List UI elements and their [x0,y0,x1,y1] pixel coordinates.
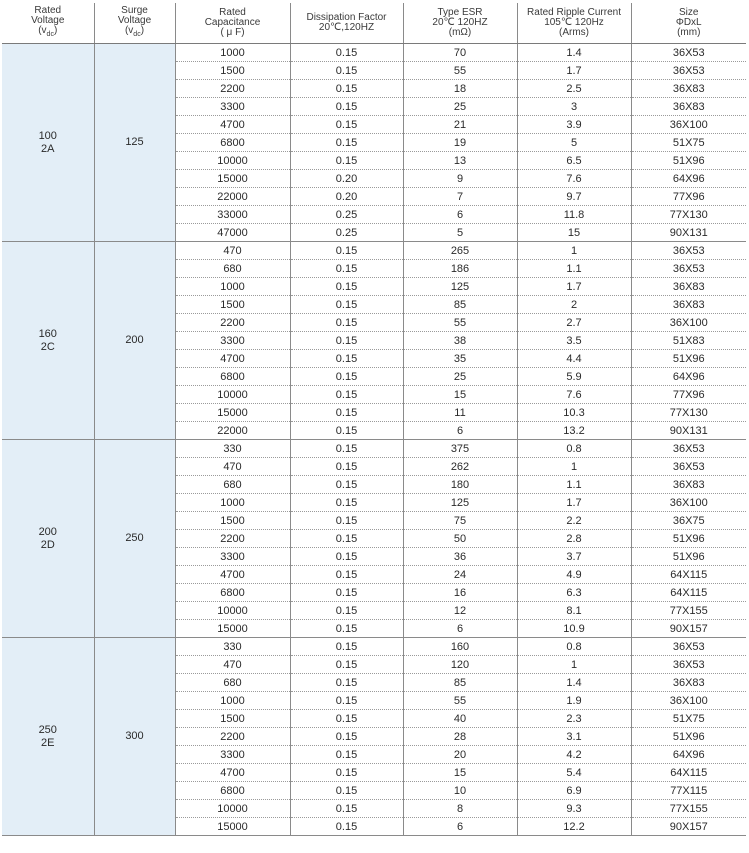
dissipation-factor-cell: 0.15 [290,386,403,404]
dissipation-factor-cell: 0.15 [290,710,403,728]
dissipation-factor-cell: 0.15 [290,638,403,656]
size-cell: 77X130 [631,404,746,422]
header-subscript: dc [46,31,54,38]
ripple-current-cell: 8.1 [517,602,631,620]
capacitance-cell: 22000 [175,422,290,440]
dissipation-factor-cell: 0.15 [290,512,403,530]
esr-cell: 36 [403,548,517,566]
dissipation-factor-cell: 0.20 [290,170,403,188]
size-cell: 36X100 [631,116,746,134]
dissipation-factor-cell: 0.15 [290,620,403,638]
rated-voltage-value: 160 [38,327,57,340]
size-cell: 36X100 [631,314,746,332]
header-rated-capacitance [175,3,290,44]
ripple-current-cell: 1.4 [517,674,631,692]
esr-cell: 186 [403,260,517,278]
capacitance-cell: 1000 [175,44,290,62]
header-text: (v [38,25,47,36]
rated-voltage-value: 250 [38,723,57,736]
ripple-current-cell: 1.7 [517,494,631,512]
esr-cell: 11 [403,404,517,422]
size-cell: 36X53 [631,440,746,458]
size-cell: 36X100 [631,494,746,512]
capacitance-cell: 6800 [175,368,290,386]
size-cell: 51X96 [631,530,746,548]
dissipation-factor-cell: 0.15 [290,368,403,386]
size-cell: 77X155 [631,602,746,620]
dissipation-factor-cell: 0.20 [290,188,403,206]
table-row [2,638,746,656]
size-cell: 51X75 [631,710,746,728]
size-cell: 77X96 [631,188,746,206]
esr-cell: 55 [403,314,517,332]
esr-cell: 85 [403,296,517,314]
size-cell: 64X115 [631,764,746,782]
header-unit [97,26,173,40]
surge-voltage-cell: 200 [94,242,175,440]
esr-cell: 75 [403,512,517,530]
header-text: Rated Ripple Current [527,7,621,18]
capacitance-cell: 10000 [175,386,290,404]
dissipation-factor-cell: 0.15 [290,494,403,512]
dissipation-factor-cell: 0.15 [290,152,403,170]
capacitance-cell: 680 [175,674,290,692]
ripple-current-cell: 11.8 [517,206,631,224]
size-cell: 36X83 [631,278,746,296]
table-row [2,440,746,458]
esr-cell: 120 [403,656,517,674]
ripple-current-cell: 1.7 [517,278,631,296]
dissipation-factor-cell: 0.15 [290,530,403,548]
esr-cell: 13 [403,152,517,170]
size-cell: 36X53 [631,260,746,278]
capacitance-cell: 6800 [175,584,290,602]
capacitance-cell: 4700 [175,116,290,134]
capacitance-cell: 3300 [175,746,290,764]
esr-cell: 375 [403,440,517,458]
voltage-code: 2C [40,340,55,353]
dissipation-factor-cell: 0.15 [290,422,403,440]
dissipation-factor-cell: 0.15 [290,134,403,152]
dissipation-factor-cell: 0.15 [290,458,403,476]
ripple-current-cell: 7.6 [517,170,631,188]
surge-voltage-cell: 250 [94,440,175,638]
header-text: (Arms) [559,27,589,38]
header-type-esr [403,3,517,44]
capacitance-cell: 470 [175,656,290,674]
capacitance-cell: 4700 [175,350,290,368]
size-cell: 36X53 [631,62,746,80]
ripple-current-cell: 6.9 [517,782,631,800]
dissipation-factor-cell: 0.15 [290,314,403,332]
ripple-current-cell: 1.1 [517,260,631,278]
capacitance-cell: 1000 [175,692,290,710]
dissipation-factor-cell: 0.15 [290,98,403,116]
capacitance-cell: 6800 [175,782,290,800]
table-row [2,44,746,62]
ripple-current-cell: 1.4 [517,44,631,62]
dissipation-factor-cell: 0.15 [290,746,403,764]
ripple-current-cell: 2.3 [517,710,631,728]
esr-cell: 125 [403,494,517,512]
esr-cell: 21 [403,116,517,134]
esr-cell: 35 [403,350,517,368]
size-cell: 36X53 [631,638,746,656]
esr-cell: 25 [403,368,517,386]
dissipation-factor-cell: 0.15 [290,584,403,602]
size-cell: 51X75 [631,134,746,152]
ripple-current-cell: 1.9 [517,692,631,710]
capacitance-cell: 3300 [175,548,290,566]
dissipation-factor-cell: 0.15 [290,566,403,584]
ripple-current-cell: 5.4 [517,764,631,782]
size-cell: 90X157 [631,620,746,638]
ripple-current-cell: 1 [517,458,631,476]
table-row [2,242,746,260]
size-cell: 36X83 [631,98,746,116]
dissipation-factor-cell: 0.15 [290,800,403,818]
capacitance-cell: 470 [175,458,290,476]
ripple-current-cell: 5 [517,134,631,152]
capacitance-cell: 680 [175,476,290,494]
capacitance-cell: 15000 [175,170,290,188]
capacitance-cell: 1500 [175,512,290,530]
header-text: 105℃ 120Hz [544,17,604,28]
ripple-current-cell: 9.3 [517,800,631,818]
header-text: (v [124,25,134,36]
esr-cell: 40 [403,710,517,728]
capacitance-cell: 6800 [175,134,290,152]
capacitance-cell: 1500 [175,296,290,314]
ripple-current-cell: 4.4 [517,350,631,368]
esr-cell: 6 [403,620,517,638]
rated-voltage-value: 200 [38,525,57,538]
header-unit [4,26,92,40]
esr-cell: 7 [403,188,517,206]
size-cell: 36X53 [631,656,746,674]
esr-cell: 125 [403,278,517,296]
dissipation-factor-cell: 0.15 [290,44,403,62]
size-cell: 36X75 [631,512,746,530]
esr-cell: 12 [403,602,517,620]
ripple-current-cell: 3.1 [517,728,631,746]
size-cell: 64X96 [631,368,746,386]
capacitance-cell: 4700 [175,566,290,584]
esr-cell: 20 [403,746,517,764]
ripple-current-cell: 1.1 [517,476,631,494]
dissipation-factor-cell: 0.15 [290,80,403,98]
esr-cell: 70 [403,44,517,62]
esr-cell: 24 [403,566,517,584]
esr-cell: 28 [403,728,517,746]
capacitance-cell: 33000 [175,206,290,224]
rated-voltage-value: 100 [38,129,57,142]
capacitance-cell: 22000 [175,188,290,206]
dissipation-factor-cell: 0.15 [290,782,403,800]
size-cell: 77X130 [631,206,746,224]
ripple-current-cell: 0.8 [517,638,631,656]
dissipation-factor-cell: 0.15 [290,62,403,80]
ripple-current-cell: 6.5 [517,152,631,170]
ripple-current-cell: 10.9 [517,620,631,638]
header-text: ( μ F) [220,27,245,38]
size-cell: 90X131 [631,422,746,440]
ripple-current-cell: 5.9 [517,368,631,386]
rated-voltage-cell [2,440,94,638]
esr-cell: 180 [403,476,517,494]
rated-voltage-cell [2,638,94,836]
dissipation-factor-cell: 0.15 [290,260,403,278]
ripple-current-cell: 3.5 [517,332,631,350]
esr-cell: 10 [403,782,517,800]
size-cell: 36X83 [631,80,746,98]
esr-cell: 18 [403,80,517,98]
dissipation-factor-cell: 0.15 [290,548,403,566]
capacitance-cell: 3300 [175,98,290,116]
header-text: 20℃ 120HZ [432,17,488,28]
dissipation-factor-cell: 0.15 [290,602,403,620]
esr-cell: 15 [403,386,517,404]
table-header [2,3,746,44]
capacitance-cell: 330 [175,638,290,656]
esr-cell: 38 [403,332,517,350]
capacitance-cell: 15000 [175,404,290,422]
capacitance-cell: 2200 [175,314,290,332]
ripple-current-cell: 2.5 [517,80,631,98]
size-cell: 64X115 [631,566,746,584]
capacitance-cell: 15000 [175,818,290,836]
header-text: ) [140,25,145,36]
size-cell: 64X96 [631,746,746,764]
header-text: Voltage [117,15,152,26]
size-cell: 51X96 [631,152,746,170]
header-text: Capacitance [204,17,261,28]
dissipation-factor-cell: 0.15 [290,674,403,692]
size-cell: 77X155 [631,800,746,818]
dissipation-factor-cell: 0.15 [290,728,403,746]
dissipation-factor-cell: 0.25 [290,206,403,224]
header-text: (mm) [677,27,701,38]
ripple-current-cell: 4.2 [517,746,631,764]
esr-cell: 85 [403,674,517,692]
size-cell: 90X131 [631,224,746,242]
esr-cell: 55 [403,692,517,710]
capacitance-cell: 680 [175,260,290,278]
capacitance-cell: 1500 [175,710,290,728]
ripple-current-cell: 2.2 [517,512,631,530]
ripple-current-cell: 0.8 [517,440,631,458]
header-row [2,3,746,44]
ripple-current-cell: 4.9 [517,566,631,584]
esr-cell: 9 [403,170,517,188]
esr-cell: 19 [403,134,517,152]
ripple-current-cell: 9.7 [517,188,631,206]
dissipation-factor-cell: 0.15 [290,476,403,494]
dissipation-factor-cell: 0.15 [290,350,403,368]
esr-cell: 5 [403,224,517,242]
size-cell: 51X96 [631,728,746,746]
dissipation-factor-cell: 0.15 [290,116,403,134]
ripple-current-cell: 12.2 [517,818,631,836]
surge-voltage-cell: 125 [94,44,175,242]
capacitance-cell: 470 [175,242,290,260]
header-ripple-current [517,3,631,44]
table-body [2,44,746,836]
ripple-current-cell: 3.7 [517,548,631,566]
ripple-current-cell: 15 [517,224,631,242]
ripple-current-cell: 2.8 [517,530,631,548]
voltage-code: 2E [41,736,55,749]
capacitance-cell: 2200 [175,728,290,746]
header-text: Size [679,7,699,18]
capacitance-cell: 1000 [175,278,290,296]
ripple-current-cell: 1 [517,656,631,674]
dissipation-factor-cell: 0.15 [290,296,403,314]
dissipation-factor-cell: 0.15 [290,656,403,674]
header-text: (mΩ) [448,27,472,38]
esr-cell: 262 [403,458,517,476]
capacitance-cell: 2200 [175,530,290,548]
ripple-current-cell: 1.7 [517,62,631,80]
capacitance-cell: 47000 [175,224,290,242]
header-rated-voltage [2,3,94,44]
dissipation-factor-cell: 0.15 [290,404,403,422]
size-cell: 90X157 [631,818,746,836]
voltage-code: 2D [40,538,55,551]
ripple-current-cell: 2.7 [517,314,631,332]
header-text: Rated [34,5,62,16]
size-cell: 64X96 [631,170,746,188]
header-text: Dissipation Factor [306,12,387,23]
ripple-current-cell: 3.9 [517,116,631,134]
ripple-current-cell: 13.2 [517,422,631,440]
esr-cell: 16 [403,584,517,602]
header-text: Voltage [31,15,65,26]
size-cell: 36X53 [631,242,746,260]
header-text: 20℃,120HZ [318,22,375,33]
capacitance-cell: 330 [175,440,290,458]
rated-voltage-cell [2,242,94,440]
header-text: Type ESR [437,7,483,18]
capacitance-cell: 4700 [175,764,290,782]
ripple-current-cell: 2 [517,296,631,314]
dissipation-factor-cell: 0.15 [290,764,403,782]
capacitance-cell: 15000 [175,620,290,638]
dissipation-factor-cell: 0.15 [290,692,403,710]
capacitance-cell: 10000 [175,602,290,620]
surge-voltage-cell: 300 [94,638,175,836]
dissipation-factor-cell: 0.25 [290,224,403,242]
header-subscript: dc [133,31,141,38]
size-cell: 36X100 [631,692,746,710]
size-cell: 51X96 [631,350,746,368]
header-text: ΦDxL [675,17,702,28]
capacitance-cell: 3300 [175,332,290,350]
size-cell: 51X96 [631,548,746,566]
esr-cell: 15 [403,764,517,782]
esr-cell: 6 [403,206,517,224]
esr-cell: 25 [403,98,517,116]
header-dissipation-factor [290,3,403,44]
size-cell: 36X53 [631,458,746,476]
size-cell: 77X115 [631,782,746,800]
size-cell: 64X115 [631,584,746,602]
esr-cell: 8 [403,800,517,818]
header-surge-voltage [94,3,175,44]
dissipation-factor-cell: 0.15 [290,242,403,260]
esr-cell: 6 [403,422,517,440]
esr-cell: 265 [403,242,517,260]
header-size [631,3,746,44]
header-text: ) [53,25,58,36]
capacitance-cell: 2200 [175,80,290,98]
size-cell: 36X83 [631,476,746,494]
ripple-current-cell: 1 [517,242,631,260]
ripple-current-cell: 7.6 [517,386,631,404]
esr-cell: 6 [403,818,517,836]
voltage-code: 2A [41,142,55,155]
size-cell: 36X53 [631,44,746,62]
ripple-current-cell: 6.3 [517,584,631,602]
rated-voltage-cell [2,44,94,242]
esr-cell: 50 [403,530,517,548]
dissipation-factor-cell: 0.15 [290,818,403,836]
capacitance-cell: 10000 [175,152,290,170]
esr-cell: 55 [403,62,517,80]
dissipation-factor-cell: 0.15 [290,440,403,458]
size-cell: 36X83 [631,674,746,692]
header-text: Surge [121,5,148,16]
size-cell: 77X96 [631,386,746,404]
capacitor-spec-table [2,3,746,836]
dissipation-factor-cell: 0.15 [290,332,403,350]
dissipation-factor-cell: 0.15 [290,278,403,296]
capacitance-cell: 1500 [175,62,290,80]
ripple-current-cell: 3 [517,98,631,116]
header-text: Rated [219,7,246,18]
esr-cell: 160 [403,638,517,656]
size-cell: 36X83 [631,296,746,314]
size-cell: 51X83 [631,332,746,350]
capacitance-cell: 1000 [175,494,290,512]
capacitance-cell: 10000 [175,800,290,818]
ripple-current-cell: 10.3 [517,404,631,422]
